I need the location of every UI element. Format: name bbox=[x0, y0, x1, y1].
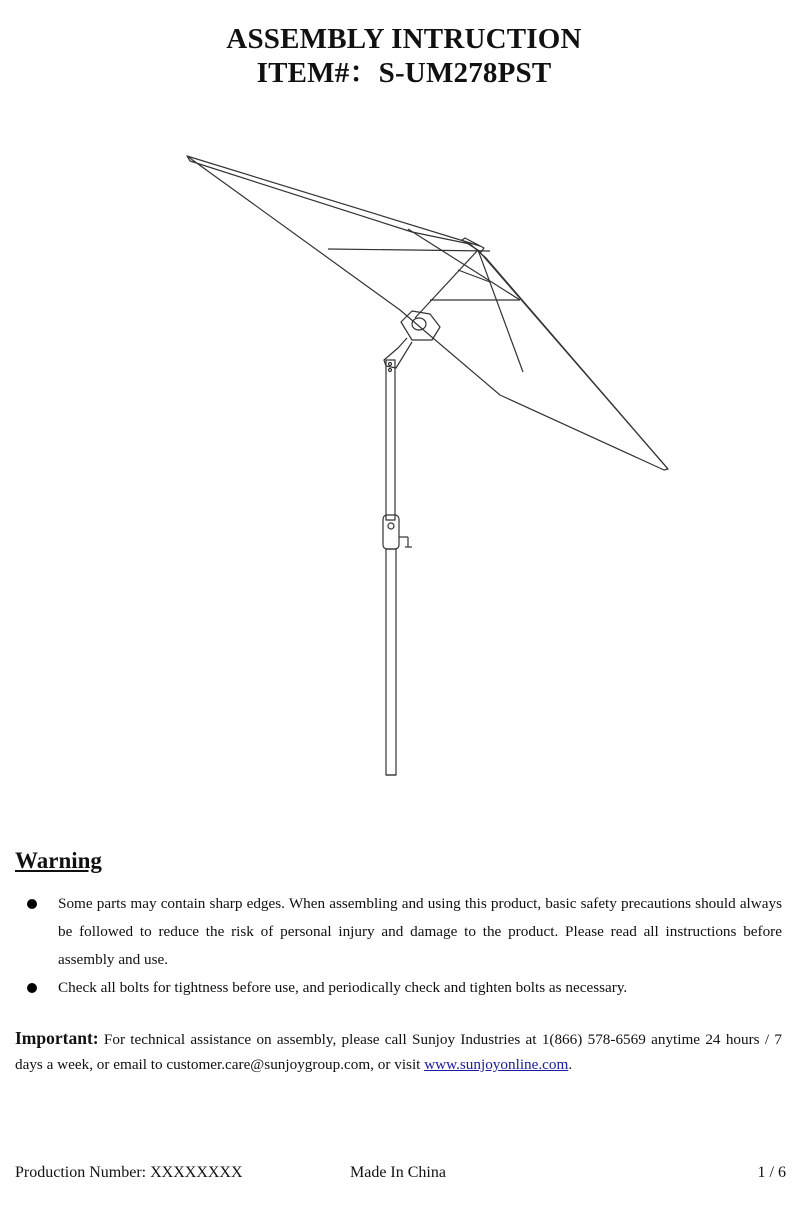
page-number: 1 / 6 bbox=[757, 1164, 786, 1181]
production-number: Production Number: XXXXXXXX bbox=[15, 1164, 243, 1181]
warning-item-text: Check all bolts for tightness before use, and periodically check and tighten bolts as necessary. bbox=[58, 979, 628, 996]
warning-list bbox=[15, 890, 782, 1002]
solar-panel-top bbox=[462, 238, 484, 252]
warning-item bbox=[15, 974, 782, 1002]
warning-item-text: Some parts may contain sharp edges. When assembling and using this product, basic safety precautions should always be followed to reduce the risk of personal injury and damage to the product. Please read all instructions before assembly and use. bbox=[58, 895, 782, 968]
important-end: . bbox=[568, 1056, 573, 1073]
important-note bbox=[15, 1026, 782, 1077]
warning-item bbox=[15, 890, 782, 974]
important-label: Important: bbox=[15, 1028, 99, 1048]
item-number: ITEM#：S-UM278PST bbox=[256, 57, 552, 89]
made-in: Made In China bbox=[350, 1164, 446, 1181]
document-title: ASSEMBLY INTRUCTION bbox=[226, 23, 582, 55]
important-text: For technical assistance on assembly, please call Sunjoy Industries at 1(866) 578-6569 anytime 24 hours / 7 days a week, or email to customer.care@sunjoygroup.com, or visit bbox=[15, 1031, 782, 1073]
bullet-icon bbox=[27, 983, 37, 993]
patio-umbrella-line-drawing bbox=[150, 140, 690, 800]
warning-heading: Warning bbox=[15, 848, 102, 873]
bullet-icon bbox=[27, 899, 37, 909]
umbrella-pole bbox=[383, 360, 412, 775]
website-link[interactable]: www.sunjoyonline.com bbox=[424, 1056, 569, 1073]
